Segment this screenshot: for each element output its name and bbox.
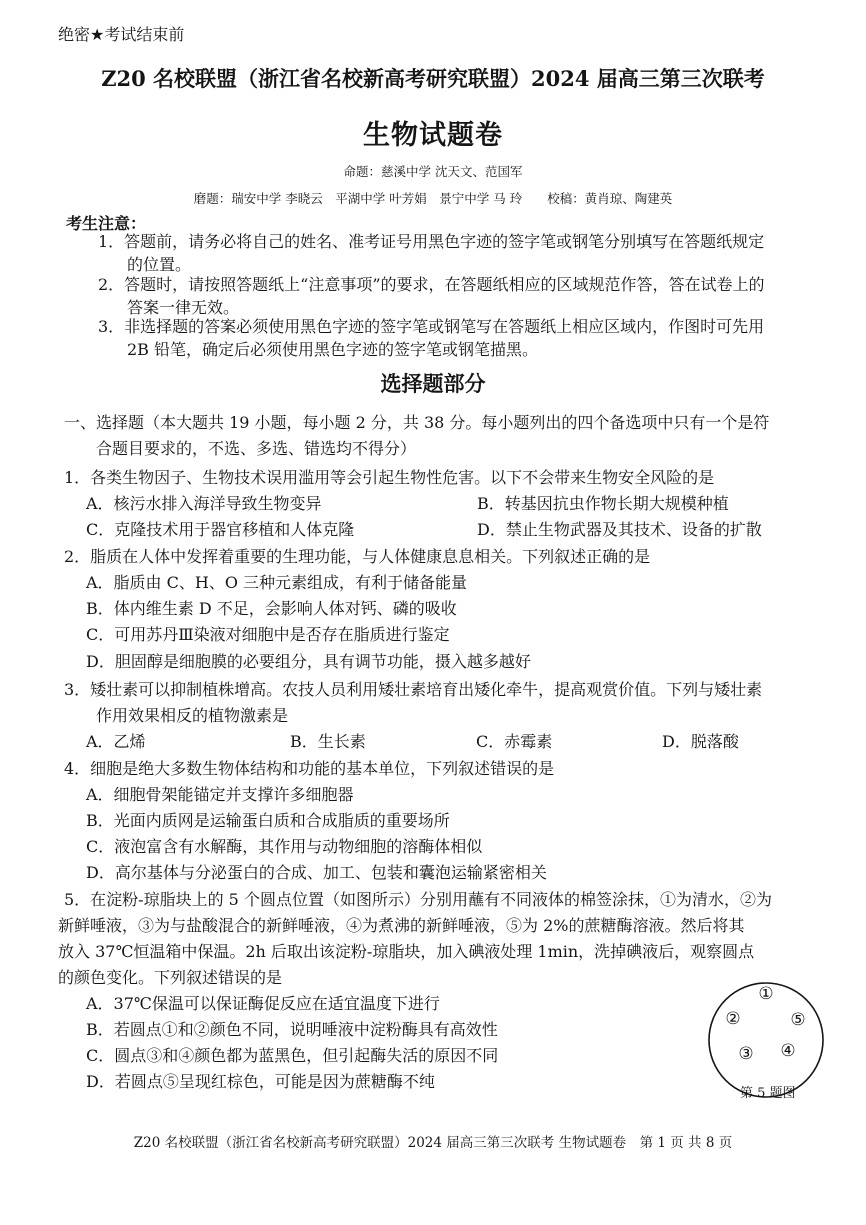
question-5-option-b: B．若圆点①和②颜色不同，说明唾液中淀粉酶具有高效性 bbox=[86, 1020, 498, 1039]
point-1-label: ① bbox=[758, 984, 774, 1004]
question-3-option-a: A．乙烯 bbox=[86, 732, 146, 751]
question-3-stem: 3．矮壮素可以抑制植株增高。农技人员利用矮壮素培育出矮化牵牛，提高观赏价值。下列与矮壮素 bbox=[64, 680, 763, 699]
question-2-option-b: B．体内维生素 D 不足，会影响人体对钙、磷的吸收 bbox=[86, 599, 457, 618]
question-4-stem: 4．细胞是绝大多数生物体结构和功能的基本单位，下列叙述错误的是 bbox=[64, 759, 555, 778]
section-intro: 一、选择题（本大题共 19 小题，每小题 2 分，共 38 分。每小题列出的四个备选项中只有一个是符 bbox=[64, 413, 770, 432]
notice-line: 答案一律无效。 bbox=[127, 298, 240, 317]
notice-line: 1．答题前，请务必将自己的姓名、准考证号用黑色字迹的签字笔或钢笔分别填写在答题纸规定 bbox=[98, 232, 765, 251]
question-3-stem: 作用效果相反的植物激素是 bbox=[96, 706, 289, 725]
question-3-option-b: B．生长素 bbox=[290, 732, 366, 751]
section-heading: 选择题部分 bbox=[380, 371, 486, 396]
question-4-option-b: B．光面内质网是运输蛋白质和合成脂质的重要场所 bbox=[86, 811, 450, 830]
question-5-stem: 新鲜唾液，③为与盐酸混合的新鲜唾液，④为煮沸的新鲜唾液，⑤为 2%的蔗糖酶溶液。然后将其 bbox=[58, 916, 745, 935]
question-1-stem: 1．各类生物因子、生物技术误用滥用等会引起生物性危害。以下不会带来生物安全风险的是 bbox=[64, 468, 715, 487]
question-1-option-c: C．克隆技术用于器官移植和人体克隆 bbox=[86, 520, 355, 539]
author-credit: 命题：慈溪中学 沈天文、范国军 bbox=[343, 164, 523, 179]
question-2-option-c: C．可用苏丹Ⅲ染液对细胞中是否存在脂质进行鉴定 bbox=[86, 625, 450, 644]
question-1-option-b: B．转基因抗虫作物长期大规模种植 bbox=[477, 494, 729, 513]
question-4-option-c: C．液泡富含有水解酶，其作用与动物细胞的溶酶体相似 bbox=[86, 837, 483, 856]
exam-title: Z20 名校联盟（浙江省名校新高考研究联盟）2024 届高三第三次联考 bbox=[101, 66, 765, 91]
question-5-option-d: D．若圆点⑤呈现红棕色，可能是因为蔗糖酶不纯 bbox=[86, 1072, 435, 1091]
question-4-option-a: A．细胞骨架能锚定并支撑许多细胞器 bbox=[86, 785, 354, 804]
section-intro: 合题目要求的，不选、多选、错选均不得分） bbox=[96, 439, 417, 458]
subject-title: 生物试题卷 bbox=[363, 120, 503, 151]
point-3-label: ③ bbox=[738, 1044, 754, 1064]
notice-line: 3．非选择题的答案必须使用黑色字迹的签字笔或钢笔写在答题纸上相应区域内，作图时可先用 bbox=[98, 317, 765, 336]
question-1-option-d: D．禁止生物武器及其技术、设备的扩散 bbox=[477, 520, 762, 539]
notice-line: 2．答题时，请按照答题纸上“注意事项”的要求，在答题纸相应的区域规范作答，答在试卷上的 bbox=[98, 275, 765, 294]
notice-heading: 考生注意： bbox=[66, 214, 147, 233]
question-2-option-a: A．脂质由 C、H、O 三种元素组成，有利于储备能量 bbox=[86, 573, 468, 592]
page-footer: Z20 名校联盟（浙江省名校新高考研究联盟）2024 届高三第三次联考 生物试题卷 第 1 页 共 8 页 bbox=[133, 1135, 733, 1151]
point-2-label: ② bbox=[725, 1009, 741, 1029]
question-5-stem: 的颜色变化。下列叙述错误的是 bbox=[58, 968, 283, 987]
question-4-option-d: D．高尔基体与分泌蛋白的合成、加工、包装和囊泡运输紧密相关 bbox=[86, 863, 547, 882]
question-2-option-d: D．胆固醇是细胞膜的必要组分，具有调节功能，摄入越多越好 bbox=[86, 652, 531, 671]
question-5-option-a: A．37℃保温可以保证酶促反应在适宜温度下进行 bbox=[86, 994, 440, 1013]
question-5-option-c: C．圆点③和④颜色都为蓝黑色，但引起酶失活的原因不同 bbox=[86, 1046, 499, 1065]
point-4-label: ④ bbox=[780, 1041, 796, 1061]
question-5-stem: 5．在淀粉-琼脂块上的 5 个圆点位置（如图所示）分别用蘸有不同液体的棉签涂抹，①为清水，②为 bbox=[64, 890, 772, 909]
question-3-option-d: D．脱落酸 bbox=[662, 732, 739, 751]
review-credit: 磨题：瑞安中学 李晓云 平湖中学 叶芳娟 景宁中学 马 玲 校稿：黄肖琼、陶建英 bbox=[193, 191, 673, 206]
question-3-option-c: C．赤霉素 bbox=[476, 732, 553, 751]
question-2-stem: 2．脂质在人体中发挥着重要的生理功能，与人体健康息息相关。下列叙述正确的是 bbox=[64, 547, 651, 566]
notice-line: 2B 铅笔，确定后必须使用黑色字迹的签字笔或钢笔描黑。 bbox=[127, 340, 539, 359]
notice-line: 的位置。 bbox=[127, 255, 192, 274]
question-1-option-a: A．核污水排入海洋导致生物变异 bbox=[86, 494, 322, 513]
question-5-stem: 放入 37℃恒温箱中保温。2h 后取出该淀粉-琼脂块，加入碘液处理 1min，洗掉碘液后，观察圆点 bbox=[58, 942, 755, 961]
figure-caption: 第 5 题图 bbox=[740, 1086, 796, 1101]
point-5-label: ⑤ bbox=[790, 1010, 806, 1030]
confidential-mark: 绝密★考试结束前 bbox=[58, 25, 185, 44]
